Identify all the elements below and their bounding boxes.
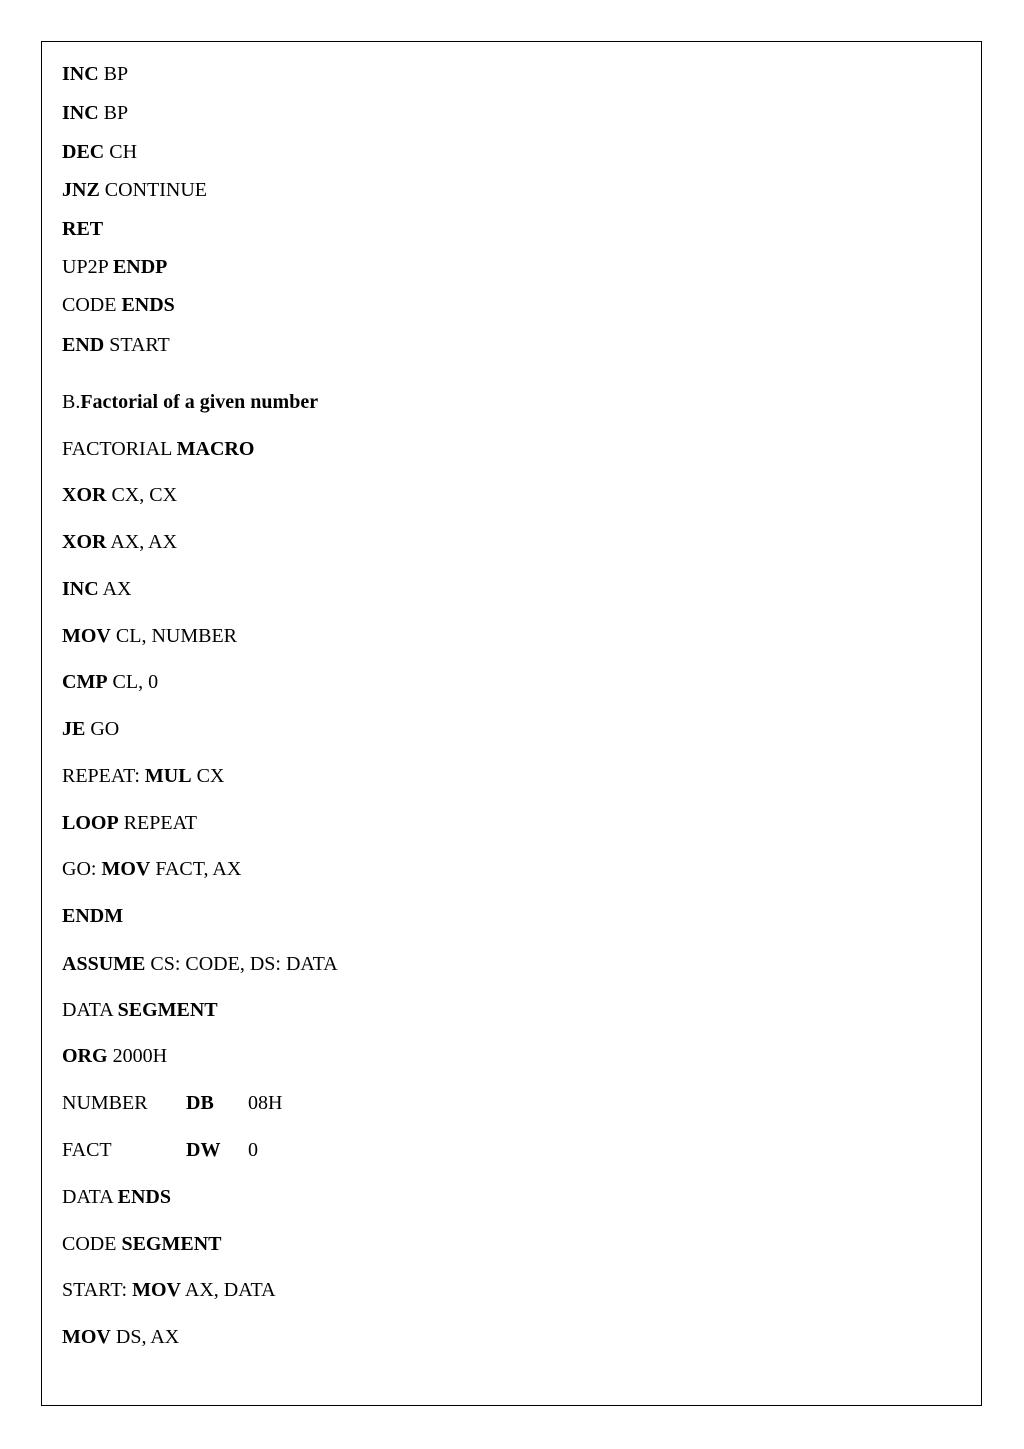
- keyword-token: DB: [186, 1092, 214, 1114]
- keyword-token: ORG: [62, 1045, 108, 1067]
- code-line: [62, 439, 254, 459]
- operand-token: FACT, AX: [150, 858, 242, 880]
- operand-token: 2000H: [107, 1045, 168, 1067]
- code-line: [62, 392, 318, 412]
- keyword-token: INC: [62, 63, 99, 85]
- operand-token: GO:: [62, 858, 102, 880]
- code-line: [62, 1000, 218, 1020]
- keyword-token: MUL: [144, 765, 192, 787]
- keyword-token: MOV: [101, 858, 151, 880]
- operand-token: CL, 0: [107, 671, 159, 693]
- page-border: [41, 41, 982, 1406]
- keyword-token: SEGMENT: [117, 999, 218, 1021]
- code-line: [62, 672, 158, 692]
- operand-token: REPEAT:: [62, 765, 145, 787]
- operand-token: GO: [85, 718, 120, 740]
- keyword-token: XOR: [62, 484, 107, 506]
- operand-token: CL, NUMBER: [110, 625, 238, 647]
- keyword-token: MOV: [132, 1279, 181, 1301]
- operand-token: CX: [191, 765, 225, 787]
- operand-token: CONTINUE: [99, 179, 208, 201]
- operand-token: UP2P: [62, 256, 113, 278]
- keyword-token: MOV: [62, 625, 111, 647]
- keyword-token: DEC: [62, 141, 105, 163]
- operand-token: AX, AX: [106, 531, 178, 553]
- code-line: [62, 766, 224, 786]
- code-line: [62, 813, 197, 833]
- operand-token: CX, CX: [106, 484, 178, 506]
- keyword-token: LOOP: [62, 812, 119, 834]
- code-line: [62, 142, 137, 162]
- code-line: [62, 1187, 171, 1207]
- code-line: [62, 626, 237, 646]
- operand-token: FACTORIAL: [62, 438, 177, 460]
- operand-token: FACT: [62, 1139, 112, 1161]
- code-line: [62, 859, 241, 879]
- code-line: [62, 180, 207, 200]
- keyword-token: RET: [62, 218, 104, 240]
- keyword-token: ASSUME: [62, 953, 146, 975]
- keyword-token: ENDS: [121, 294, 175, 316]
- code-line: [62, 719, 119, 739]
- code-line: [62, 532, 177, 552]
- code-line: [62, 485, 177, 505]
- operand-token: DATA: [62, 1186, 118, 1208]
- operand-token: NUMBER: [62, 1092, 148, 1114]
- code-line: [62, 1327, 179, 1347]
- code-line: [62, 1046, 167, 1066]
- operand-token: DS, AX: [110, 1326, 180, 1348]
- operand-token: 08H: [248, 1092, 283, 1114]
- keyword-token: ENDP: [112, 256, 168, 278]
- code-line: [62, 257, 167, 277]
- operand-token: AX: [98, 578, 132, 600]
- operand-token: 0: [248, 1139, 258, 1161]
- operand-token: AX, DATA: [181, 1279, 276, 1301]
- operand-token: BP: [98, 102, 129, 124]
- keyword-token: ENDS: [117, 1186, 171, 1208]
- keyword-token: INC: [62, 578, 99, 600]
- keyword-token: JNZ: [62, 179, 100, 201]
- keyword-token: ENDM: [62, 905, 124, 927]
- operand-token: REPEAT: [118, 812, 198, 834]
- keyword-token: INC: [62, 102, 99, 124]
- keyword-token: CMP: [62, 671, 108, 693]
- keyword-token: MACRO: [176, 438, 255, 460]
- keyword-token: JE: [62, 718, 86, 740]
- code-line: [62, 1234, 221, 1254]
- keyword-token: XOR: [62, 531, 107, 553]
- keyword-token: MOV: [62, 1326, 111, 1348]
- keyword-token: SEGMENT: [121, 1233, 222, 1255]
- code-line: [62, 335, 170, 355]
- code-line: [62, 103, 128, 123]
- code-line: [62, 906, 123, 926]
- operand-token: CS: CODE, DS: DATA: [145, 953, 338, 975]
- operand-token: BP: [98, 63, 129, 85]
- code-line: [62, 64, 128, 84]
- operand-token: CODE: [62, 294, 122, 316]
- operand-token: CH: [104, 141, 138, 163]
- keyword-token: END: [62, 334, 105, 356]
- operand-token: START: [104, 334, 170, 356]
- code-line: [62, 954, 338, 974]
- code-line: [62, 219, 103, 239]
- code-line: [62, 295, 175, 315]
- operand-token: DATA: [62, 999, 118, 1021]
- operand-token: START:: [62, 1279, 133, 1301]
- keyword-token: Factorial of a given number: [80, 391, 319, 413]
- keyword-token: DW: [186, 1139, 221, 1161]
- code-line: [62, 1280, 276, 1300]
- operand-token: CODE: [62, 1233, 122, 1255]
- code-line: [62, 579, 131, 599]
- operand-token: B.: [62, 391, 81, 413]
